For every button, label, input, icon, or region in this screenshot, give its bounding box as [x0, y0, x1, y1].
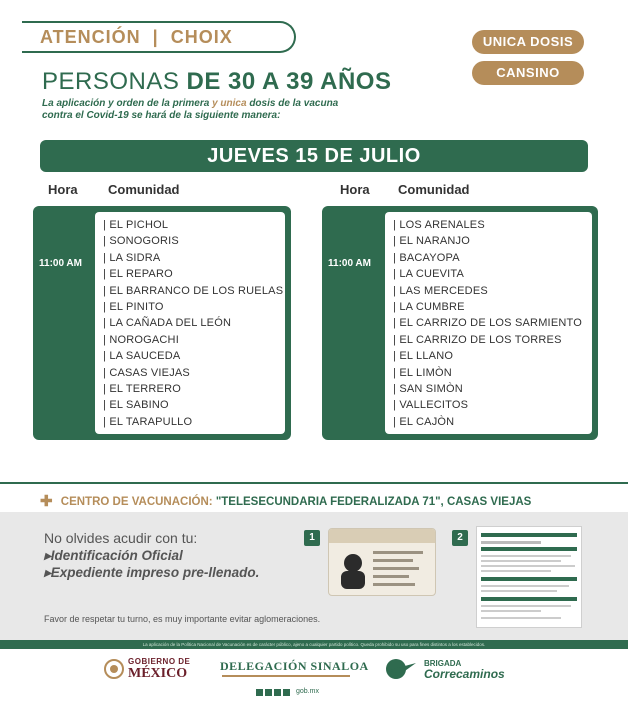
community-item: | EL LLANO [393, 350, 454, 363]
community-item: | EL NARANJO [393, 235, 470, 248]
community-item: | EL PICHOL [103, 219, 169, 231]
requirement-record: ▸Expediente impreso pre-llenado. [44, 565, 260, 580]
place-label: CHOIX [170, 26, 233, 47]
community-item: | EL TERRERO [103, 382, 181, 395]
id-card-image [328, 528, 436, 596]
right-community-list [385, 212, 592, 434]
community-item: | NOROGACHI [103, 333, 179, 346]
vaccine-tag: CANSINO [472, 61, 584, 85]
plus-icon: ✚ [40, 493, 53, 510]
vaccination-center [40, 492, 531, 510]
step-2-badge: 2 [452, 530, 468, 546]
divider [0, 482, 628, 484]
subtitle-y: y [212, 98, 218, 109]
twitter-icon [265, 689, 272, 696]
community-item: | LOS ARENALES [393, 219, 485, 231]
attention-banner [22, 21, 296, 53]
facebook-icon [256, 689, 263, 696]
brigade-line1: BRIGADA [424, 659, 462, 668]
community-item: | BACAYOPA [393, 251, 460, 264]
left-hour-header: Hora [48, 182, 78, 197]
community-item: | EL PINITO [103, 300, 164, 313]
government-line1: GOBIERNO DE [128, 657, 191, 666]
dose-tag: UNICA DOSIS [472, 30, 584, 54]
community-item: | EL LIMÒN [393, 366, 452, 379]
title-range: DE 30 A 39 AÑOS [186, 68, 392, 95]
government-line2: MÉXICO [128, 666, 188, 681]
right-hour-header: Hora [340, 182, 370, 197]
subtitle [42, 98, 342, 122]
community-item: | CASAS VIEJAS [103, 366, 190, 379]
community-item: | EL CARRIZO DE LOS SARMIENTO [393, 317, 582, 330]
left-schedule-panel [33, 206, 291, 440]
banner-divider: | [152, 26, 159, 47]
instagram-icon [274, 689, 281, 696]
subtitle-part2: dosis de la vacuna contra el Covid-19 se hará de la siguiente manera: [42, 98, 339, 121]
subtitle-unica: unica [220, 98, 247, 109]
footer-logos [0, 649, 628, 704]
community-item: | LA CAÑADA DEL LEÓN [103, 317, 232, 330]
page-title [42, 68, 391, 96]
attention-label: ATENCIÓN [40, 26, 141, 47]
left-community-header: Comunidad [108, 182, 180, 197]
brigade-line2: Correcaminos [424, 667, 505, 681]
community-item: | LAS MERCEDES [393, 284, 488, 297]
id-card-icon [329, 529, 435, 595]
footer-disclaimer: La aplicación de la Política Nacional de Vacunación es de carácter público, ajeno a cualquier partido político. Queda prohibido su uso para fines distintos a los establecidos. [142, 642, 486, 647]
community-item: | LA SAUCEDA [103, 350, 181, 363]
community-item: | EL TARAPULLO [103, 415, 193, 428]
reminder-intro: No olvides acudir con tu: [44, 530, 198, 546]
community-item: | VALLECITOS [393, 399, 469, 412]
title-prefix: PERSONAS [42, 68, 180, 95]
community-item: | LA CUMBRE [393, 300, 465, 313]
form-icon [477, 527, 581, 627]
community-item: | LA CUEVITA [393, 268, 465, 281]
community-item: | SONOGORIS [103, 235, 179, 248]
community-item: | EL CAJÒN [393, 415, 455, 428]
delegation-underline [222, 675, 350, 677]
right-time: 11:00 AM [328, 258, 371, 269]
social-icons [256, 689, 290, 696]
requirement-id: ▸Identificación Oficial [44, 548, 183, 563]
youtube-icon [283, 689, 290, 696]
community-item: | LA SIDRA [103, 251, 161, 264]
center-label: CENTRO DE VACUNACIÓN: [60, 496, 213, 508]
community-item: | EL CARRIZO DE LOS TORRES [393, 333, 562, 346]
right-community-header: Comunidad [398, 182, 470, 197]
community-item: | EL SABINO [103, 399, 169, 412]
reminder-note: Favor de respetar tu turno, es muy importante evitar aglomeraciones. [44, 614, 321, 624]
delegation-name: DELEGACIÓN SINALOA [220, 659, 369, 673]
bird-logo-icon [382, 657, 418, 681]
subtitle-part1: La aplicación y orden de la primera [42, 98, 210, 109]
form-document-image [476, 526, 582, 628]
community-item: | SAN SIMÒN [393, 382, 463, 395]
community-item: | EL REPARO [103, 268, 173, 281]
government-seal-icon [104, 657, 124, 681]
step-1-badge: 1 [304, 530, 320, 546]
date-banner: JUEVES 15 DE JULIO [40, 140, 588, 172]
right-schedule-panel [322, 206, 598, 440]
left-community-list [95, 212, 285, 434]
community-item: | EL BARRANCO DE LOS RUELAS [103, 284, 284, 297]
website-label: gob.mx [296, 688, 319, 695]
center-value: "TELESECUNDARIA FEDERALIZADA 71", CASAS VIEJAS [215, 496, 532, 508]
left-time: 11:00 AM [39, 258, 82, 269]
